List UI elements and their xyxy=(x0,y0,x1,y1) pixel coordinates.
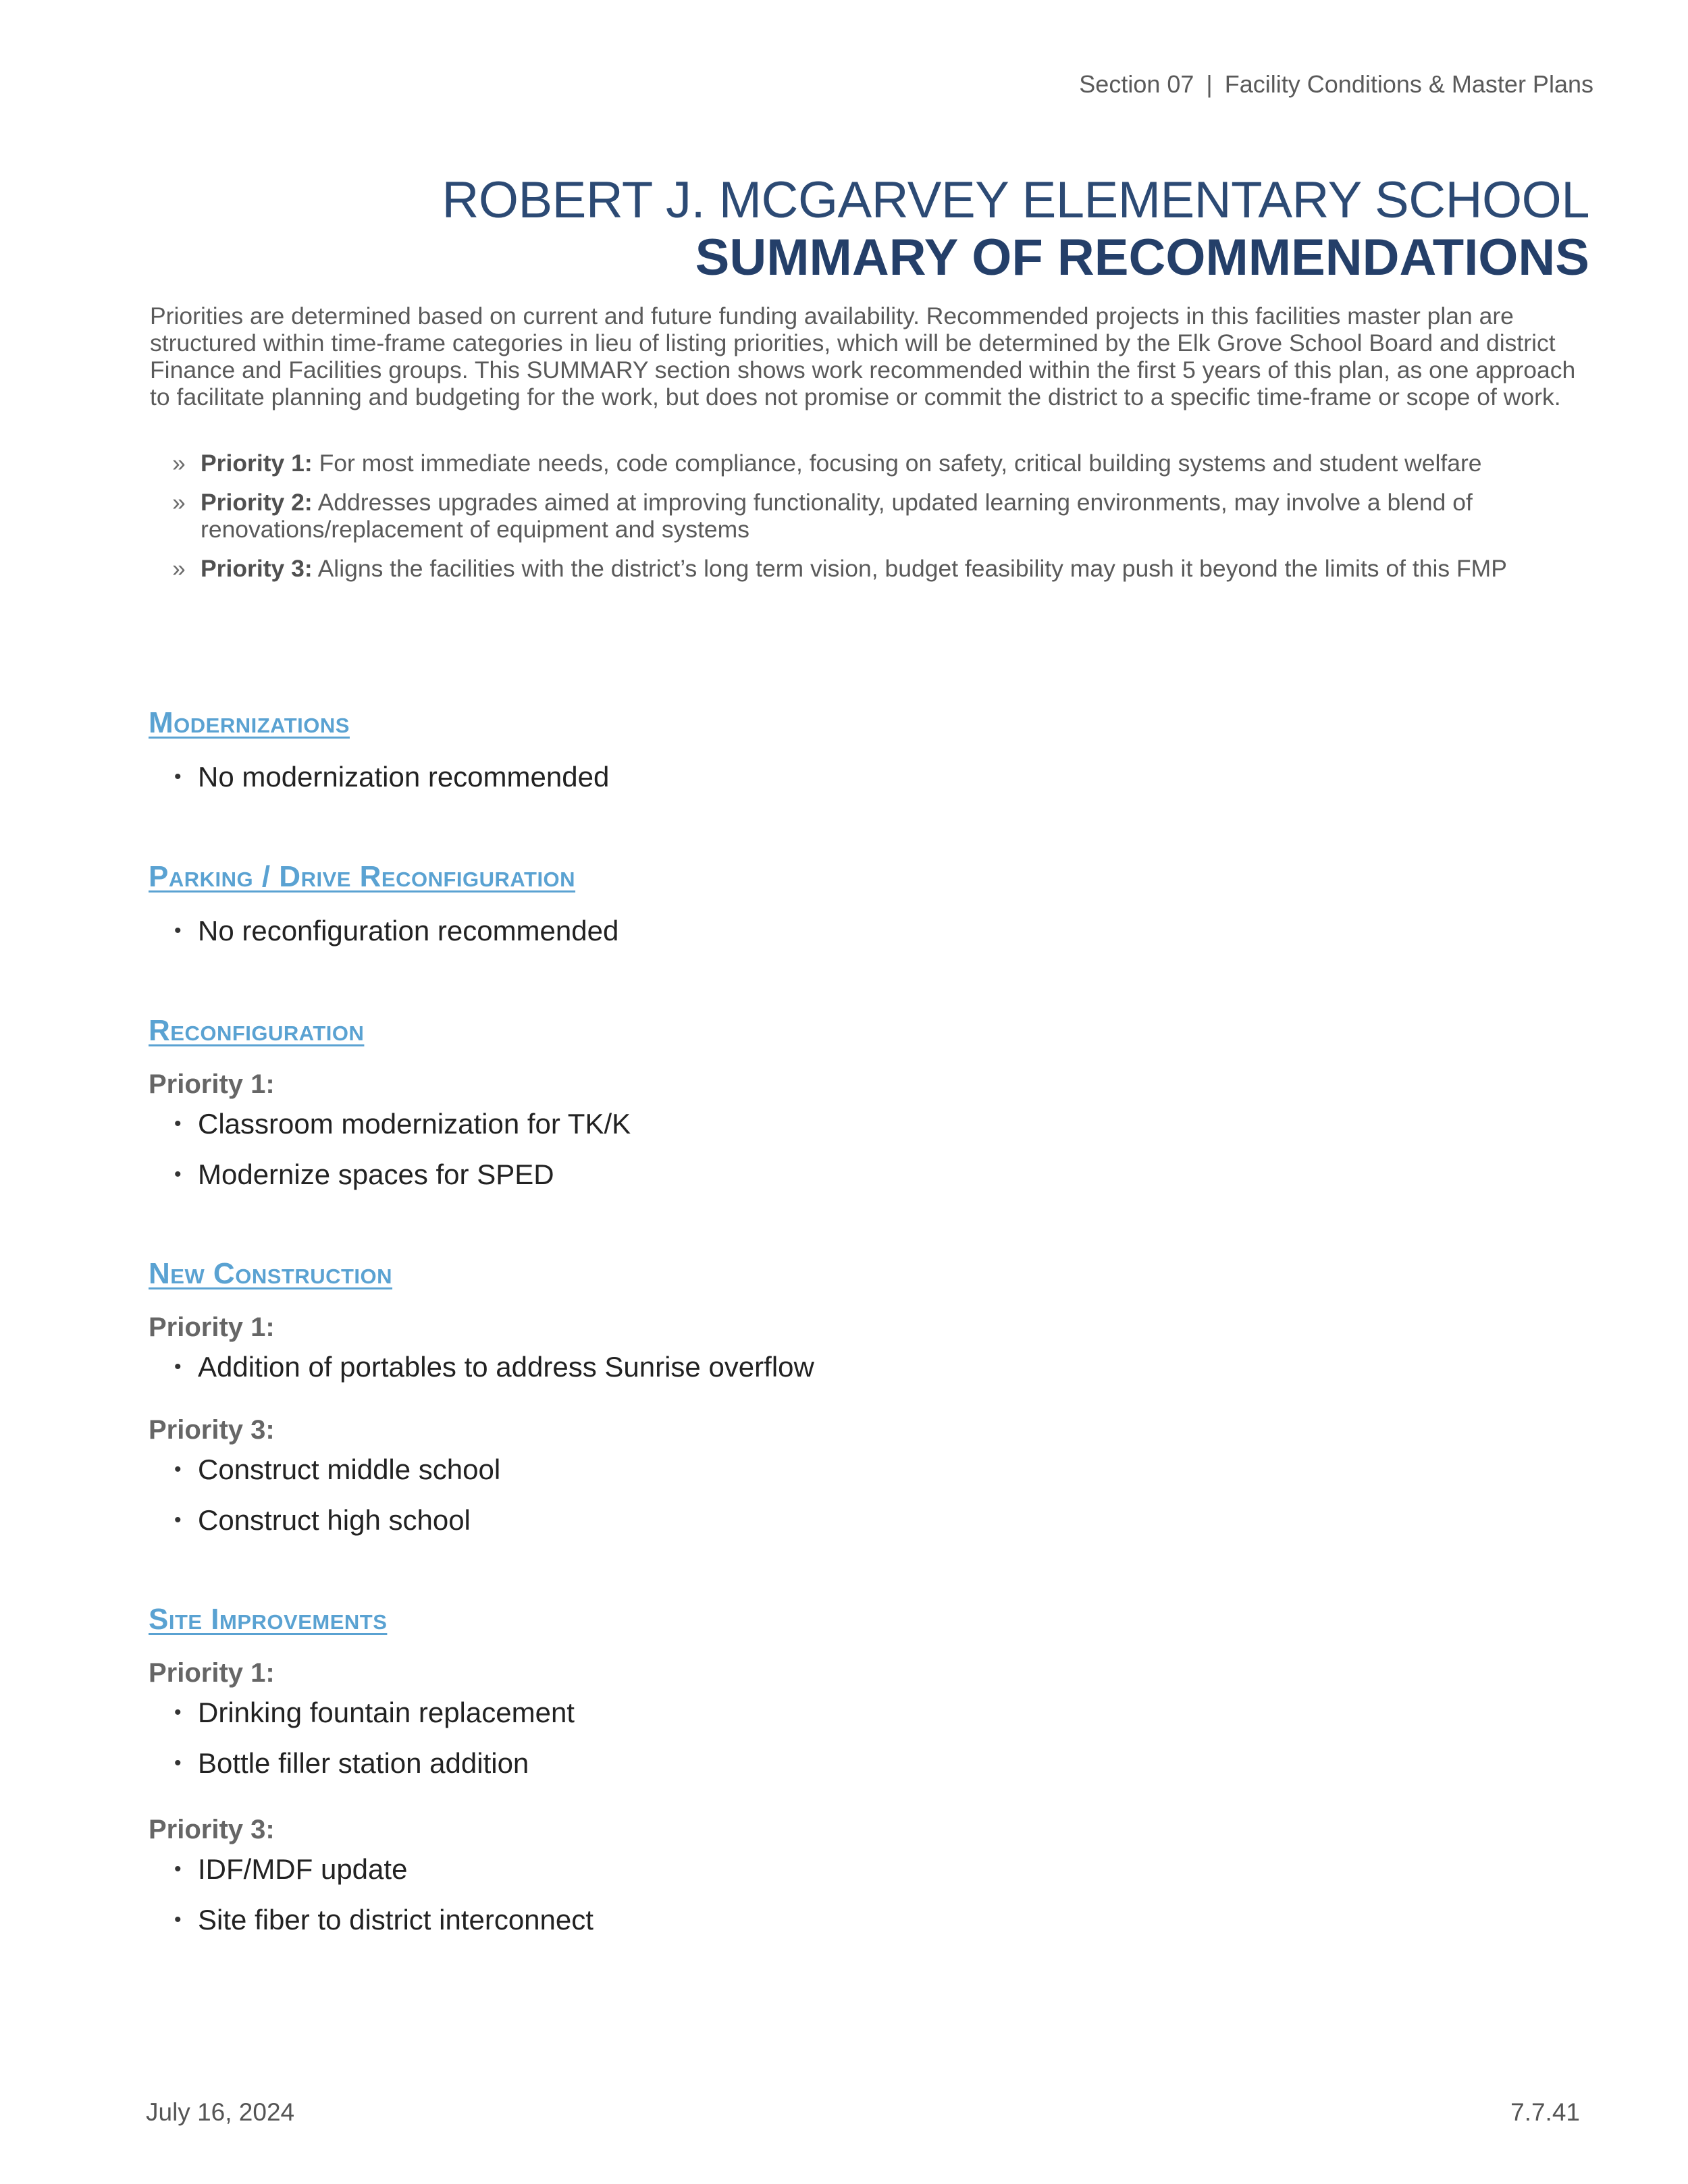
running-header xyxy=(1079,70,1593,99)
heading-parking-drive-reconfiguration: Parking / Drive Reconfiguration xyxy=(149,860,576,893)
priority-1-label: Priority 1: xyxy=(149,1069,275,1099)
chevron-bullet-icon: » xyxy=(172,450,186,477)
list-item-text: Modernize spaces for SPED xyxy=(198,1158,554,1190)
list-item-text: Construct middle school xyxy=(198,1454,501,1485)
section-title: Facility Conditions & Master Plans xyxy=(1224,70,1593,98)
priority-1-label: Priority 1: xyxy=(149,1658,275,1688)
intro-paragraph: Priorities are determined based on current and future funding availability. Recommended projects in this facilities master plan are structured within time-frame categories in lieu of listing priorities, which will be determined by the Elk Grove School Board and district Finance and Facilities groups. This SUMMARY section shows work recommended within the first 5 years of this plan, as one approach to facilitate planning and budgeting for the work, but does not promise or commit the district to a specific time-frame or scope of work. xyxy=(150,302,1576,410)
priority-label: Priority 3: xyxy=(201,555,313,582)
list-item-text: Addition of portables to address Sunrise overflow xyxy=(198,1351,814,1383)
priority-definition xyxy=(150,450,1588,477)
priority-3-label: Priority 3: xyxy=(149,1815,275,1844)
priority-text: For most immediate needs, code compliance, focusing on safety, critical building systems and student welfare xyxy=(319,450,1482,477)
footer-date: July 16, 2024 xyxy=(146,2098,295,2126)
bullet-icon: • xyxy=(174,1458,182,1481)
new-construction-priority-3-list xyxy=(149,1453,500,1554)
priority-text: Aligns the facilities with the district’s long term vision, budget feasibility may push it beyond the limits of this FMP xyxy=(317,555,1507,582)
list-item xyxy=(149,1903,594,1937)
priority-label: Priority 1: xyxy=(201,450,313,477)
list-item xyxy=(149,1747,575,1780)
list-item xyxy=(149,1158,631,1192)
list-item xyxy=(149,1696,575,1730)
list-item xyxy=(149,1853,594,1886)
priority-text: Addresses upgrades aimed at improving functionality, updated learning environments, may involve a blend of renovations/replacement of equipment and systems xyxy=(201,489,1473,543)
page-number: 7.7.41 xyxy=(1510,2098,1580,2126)
list-item-text: No modernization recommended xyxy=(198,761,610,793)
list-item-text: Classroom modernization for TK/K xyxy=(198,1108,631,1140)
bullet-icon: • xyxy=(174,766,182,788)
bullet-icon: • xyxy=(174,1113,182,1135)
bullet-icon: • xyxy=(174,1752,182,1774)
school-name: ROBERT J. MCGARVEY ELEMENTARY SCHOOL xyxy=(442,171,1589,229)
page-title: SUMMARY OF RECOMMENDATIONS xyxy=(695,229,1589,286)
list-item xyxy=(149,1453,500,1487)
heading-reconfiguration: Reconfiguration xyxy=(149,1014,365,1047)
bullet-icon: • xyxy=(174,1356,182,1378)
list-item-text: Drinking fountain replacement xyxy=(198,1697,575,1728)
list-item-text: Bottle filler station addition xyxy=(198,1747,529,1779)
priority-definitions xyxy=(150,450,1588,594)
list-item xyxy=(149,1503,500,1537)
list-item-text: Construct high school xyxy=(198,1504,471,1536)
priority-1-label: Priority 1: xyxy=(149,1312,275,1342)
title-block xyxy=(442,172,1589,287)
priority-3-label: Priority 3: xyxy=(149,1415,275,1445)
list-item xyxy=(149,1350,814,1384)
bullet-icon: • xyxy=(174,1509,182,1531)
chevron-bullet-icon: » xyxy=(172,489,186,516)
parking-list xyxy=(149,914,618,965)
bullet-icon: • xyxy=(174,1909,182,1931)
bullet-icon: • xyxy=(174,1858,182,1880)
site-improvements-priority-1-list xyxy=(149,1696,575,1797)
list-item xyxy=(149,1107,631,1141)
section-number: Section 07 xyxy=(1079,70,1194,98)
bullet-icon: • xyxy=(174,1163,182,1186)
heading-new-construction: New Construction xyxy=(149,1257,393,1290)
modernizations-list xyxy=(149,760,609,811)
list-item xyxy=(149,914,618,948)
list-item-text: Site fiber to district interconnect xyxy=(198,1904,594,1936)
header-separator: | xyxy=(1206,70,1213,98)
list-item-text: No reconfiguration recommended xyxy=(198,915,619,947)
list-item xyxy=(149,760,609,794)
new-construction-priority-1-list xyxy=(149,1350,814,1401)
priority-definition xyxy=(150,489,1588,543)
bullet-icon: • xyxy=(174,1701,182,1724)
list-item-text: IDF/MDF update xyxy=(198,1853,408,1885)
site-improvements-priority-3-list xyxy=(149,1853,594,1954)
heading-site-improvements: Site Improvements xyxy=(149,1603,388,1636)
chevron-bullet-icon: » xyxy=(172,555,186,582)
reconfiguration-priority-1-list xyxy=(149,1107,631,1208)
bullet-icon: • xyxy=(174,920,182,942)
priority-label: Priority 2: xyxy=(201,489,313,516)
heading-modernizations: Modernizations xyxy=(149,706,350,739)
priority-definition xyxy=(150,555,1588,582)
